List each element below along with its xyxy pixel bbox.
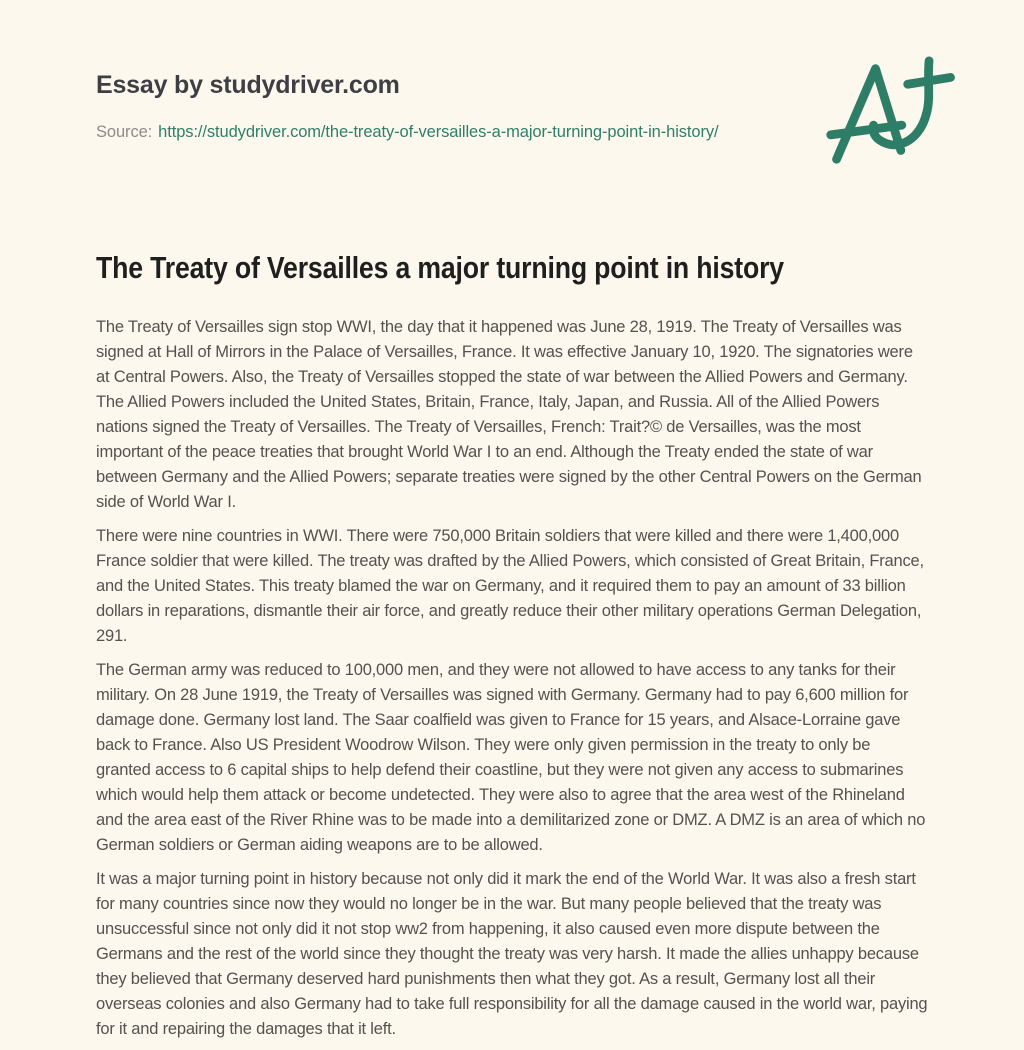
studydriver-a-plus-logo-icon [826,56,964,168]
essay-paragraph-4: It was a major turning point in history because not only did it mark the end of the World War. It was also a fresh start for many countries since now they would no longer be in the war. But many people believed that the treaty was unsuccessful since not only did it not stop ww2 from happening, it also caused even more dispute between the Germans and the rest of the world since they thought the treaty was very harsh. It made the allies unhappy because they believed that Germany deserved hard punishments then what they got. As a result, Germany lost all their overseas colonies and also Germany had to take full responsibility for all the damage caused in the world war, paying for it and repairing the damages that it left. [96,870,928,1038]
source-line [96,120,928,144]
essay-paragraph-1: The Treaty of Versailles sign stop WWI, the day that it happened was June 28, 1919. The Treaty of Versailles was signed at Hall of Mirrors in the Palace of Versailles, France. It was effective January 10, 1920. The signatories were at Central Powers. Also, the Treaty of Versailles stopped the state of war between the Allied Powers and Germany. The Allied Powers included the United States, Britain, France, Italy, Japan, and Russia. All of the Allied Powers nations signed the Treaty of Versailles. The Treaty of Versailles, French: Trait?© de Versailles, was the most important of the peace treaties that brought World War I to an end. Although the Treaty ended the state of war between Germany and the Allied Powers; separate treaties were signed by the other Central Powers on the German side of World War I. [96,318,922,511]
essay-title: The Treaty of Versailles a major turning point in history [96,250,784,285]
source-url-link[interactable]: https://studydriver.com/the-treaty-of-versailles-a-major-turning-point-in-history/ [158,123,719,141]
essay-paragraph-2: There were nine countries in WWI. There were 750,000 Britain soldiers that were killed and there were 1,400,000 France soldier that were killed. The treaty was drafted by the Allied Powers, which consisted of Great Britain, France, and the United States. This treaty blamed the war on Germany, and it required them to pay an amount of 33 billion dollars in reparations, dismantle their air force, and greatly reduce their other military operations German Delegation, 291. [96,527,924,645]
essay-body [96,315,928,1042]
page-title: Essay by studydriver.com [96,71,400,99]
source-label: Source: [96,123,153,141]
page-header [96,73,928,144]
essay-paragraph-3: The German army was reduced to 100,000 men, and they were not allowed to have access to any tanks for their military. On 28 June 1919, the Treaty of Versailles was signed with Germany. Germany had to pay 6,600 million for damage done. Germany lost land. The Saar coalfield was given to France for 15 years, and Alsace-Lorraine gave back to France. Also US President Woodrow Wilson. They were only given permission in the treaty to only be granted access to 6 capital ships to help defend their coastline, but they were not given any access to submarines which would help them attack or become undetected. They were also to agree that the area west of the Rhineland and the area east of the River Rhine was to be made into a demilitarized zone or DMZ. A DMZ is an area of which no German soldiers or German aiding weapons are to be allowed. [96,661,926,854]
